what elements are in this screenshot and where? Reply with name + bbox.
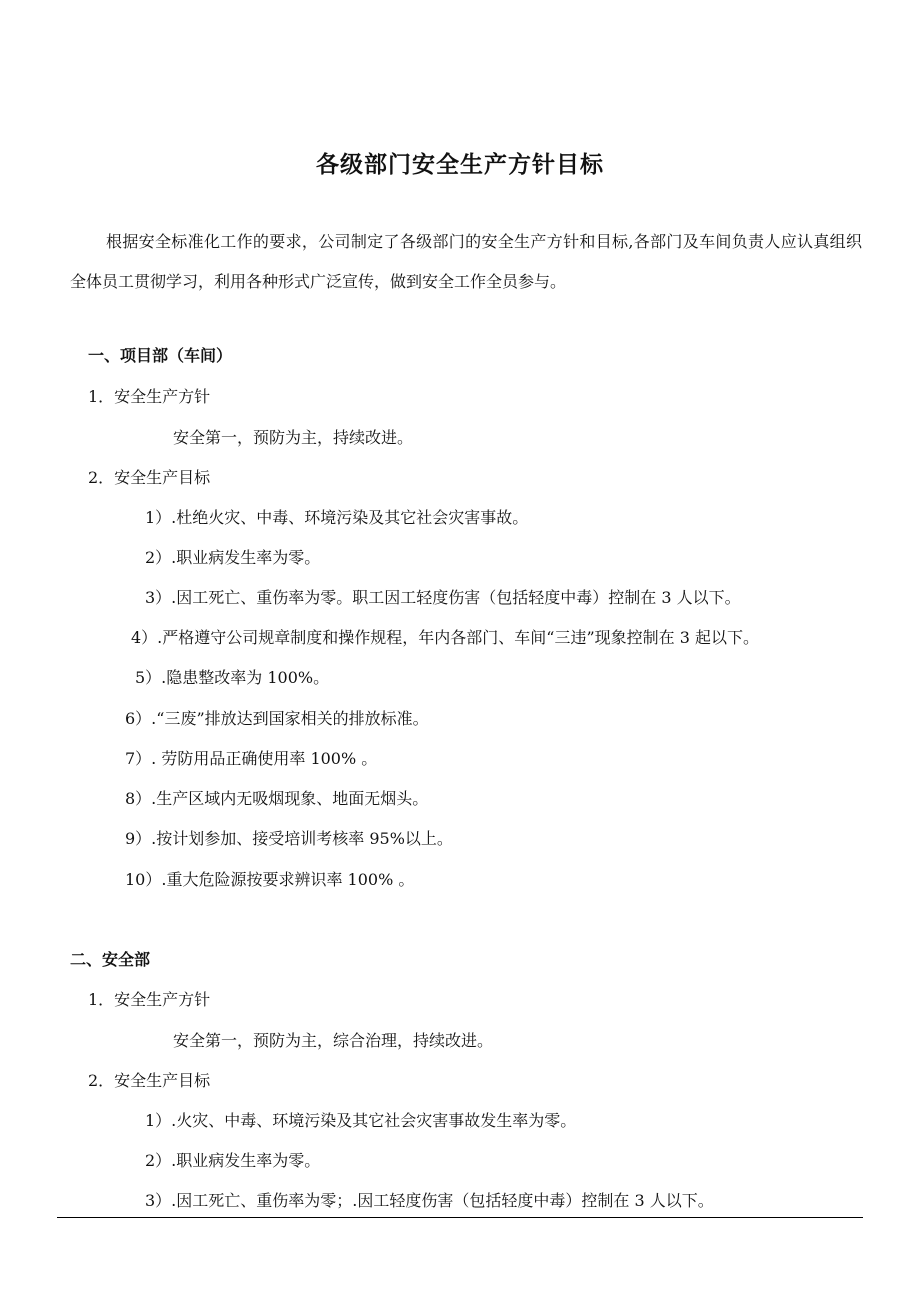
policy-text: 安全第一，预防为主，综合治理，持续改进。 [173,1031,494,1050]
goal-item: 4）.严格遵守公司规章制度和操作规程，年内各部门、车间“三违”现象控制在 3 起以下。 [131,628,759,647]
goal-item: 10）.重大危险源按要求辨识率 100% 。 [125,870,415,889]
footer-rule [57,1217,863,1218]
goal-item: 2）.职业病发生率为零。 [145,548,321,567]
intro-paragraph: 根据安全标准化工作的要求，公司制定了各级部门的安全生产方针和目标,各部门及车间负责人应认真组织全体员工贯彻学习，利用各种形式广泛宣传，做到安全工作全员参与。 [70,232,862,291]
document-title: 各级部门安全生产方针目标 [316,152,604,178]
goal-item: 8）.生产区域内无吸烟现象、地面无烟头。 [125,789,429,808]
goal-item: 3）.因工死亡、重伤率为零；.因工轻度伤害（包括轻度中毒）控制在 3 人以下。 [145,1191,714,1210]
goal-item: 3）.因工死亡、重伤率为零。职工因工轻度伤害（包括轻度中毒）控制在 3 人以下。 [145,588,741,607]
goals-label: 2．安全生产目标 [88,1071,211,1090]
goal-item: 2）.职业病发生率为零。 [145,1151,321,1170]
section-heading-safety-dept: 二、安全部 [70,950,151,969]
policy-label: 1．安全生产方针 [88,387,211,406]
goal-item: 5）.隐患整改率为 100%。 [135,668,330,687]
goal-item: 6）.“三废”排放达到国家相关的排放标准。 [125,709,429,728]
goal-item: 7）. 劳防用品正确使用率 100% 。 [125,749,378,768]
section-heading-project-dept: 一、项目部（车间） [88,346,233,365]
goal-item: 1）.杜绝火灾、中毒、环境污染及其它社会灾害事故。 [145,508,529,527]
policy-label: 1．安全生产方针 [88,990,211,1009]
goal-item: 9）.按计划参加、接受培训考核率 95%以上。 [125,829,453,848]
goals-label: 2．安全生产目标 [88,468,211,487]
goal-item: 1）.火灾、中毒、环境污染及其它社会灾害事故发生率为零。 [145,1111,577,1130]
policy-text: 安全第一，预防为主，持续改进。 [173,428,414,447]
